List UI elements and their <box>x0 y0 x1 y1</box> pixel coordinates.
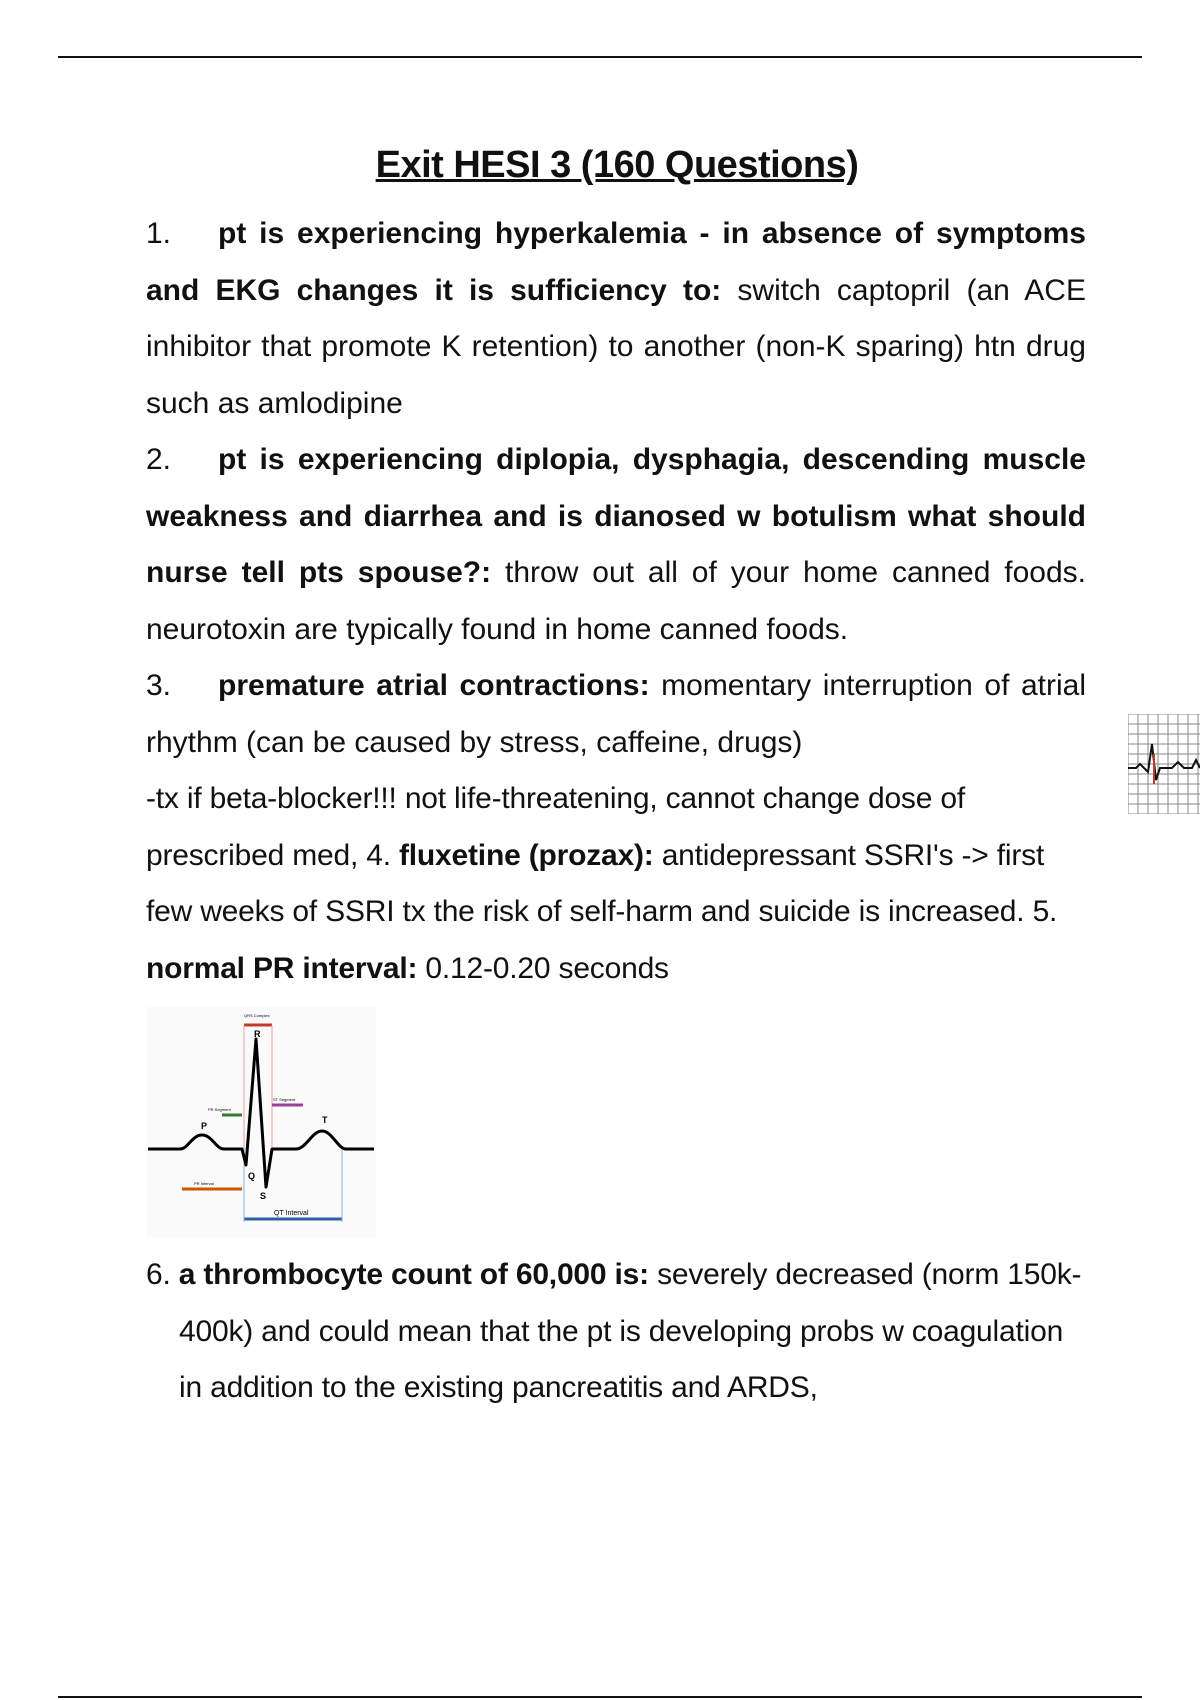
question-3 <box>146 658 1086 771</box>
ecg-strip-fragment <box>1128 714 1200 814</box>
ecg-label-p: P <box>201 1121 208 1131</box>
question-1 <box>146 206 1086 432</box>
ecg-label-t: T <box>322 1115 328 1125</box>
question-6-answer: severely decreased (norm 150k-400k) and could mean that the pt is developing probs w coagulation in addition to the existing pancreatitis and ARDS, <box>179 1258 1082 1404</box>
question-1-number: 1. <box>146 217 172 250</box>
ecg-label-q: Q <box>248 1171 256 1181</box>
ecg-label-qrs-complex: QRS Complex <box>244 1013 270 1018</box>
question-2-answer: throw out all of your home canned foods. neurotoxin are typically found in home canned foods. <box>146 556 1087 646</box>
ecg-label-pr-interval: PR Interval <box>194 1181 214 1186</box>
document-body <box>146 206 1086 1417</box>
ecg-label-st-segment: ST Segment <box>273 1097 296 1102</box>
question-6-number: 6. <box>146 1258 179 1291</box>
question-4-answer: antidepressant SSRI's -> first few weeks of SSRI tx the risk of self-harm and suicide is increased. 5. <box>146 838 1058 928</box>
document-title: Exit HESI 3 (160 Questions) <box>375 144 859 186</box>
beta-blocker-note: -tx if beta-blocker!!! not life-threatening, cannot change dose of prescribed med, 4. <box>146 782 965 872</box>
ecg-label-qt-interval: QT Interval <box>274 1210 309 1217</box>
question-3-answer: momentary interruption of atrial rhythm (can be caused by stress, caffeine, drugs) <box>146 669 1086 759</box>
question-2 <box>146 432 1086 658</box>
ecg-diagram <box>146 1007 376 1237</box>
ecg-strip-trace <box>1128 744 1200 780</box>
questions-4-5-paragraph <box>146 771 1086 997</box>
question-6-text: a thrombocyte count of 60,000 is: <box>178 1258 649 1291</box>
question-3-number: 3. <box>146 669 172 702</box>
question-6 <box>146 1247 1086 1417</box>
question-4-text: fluxetine (prozax): <box>399 838 654 872</box>
question-1-answer: switch captopril (an ACE inhibitor that promote K retention) to another (non-K sparing) htn drug such as amlodipine <box>146 273 1086 420</box>
question-5-answer: 0.12-0.20 seconds <box>417 951 669 985</box>
question-3-text: premature atrial contractions: <box>218 669 650 702</box>
ecg-label-pr-segment: PR Segment <box>208 1107 231 1112</box>
ecg-label-r: R <box>254 1029 261 1039</box>
ecg-label-s: S <box>260 1191 267 1201</box>
top-rule <box>58 56 1142 58</box>
question-2-number: 2. <box>146 443 172 476</box>
question-5-text: normal PR interval: <box>146 951 418 985</box>
question-1-text: pt is experiencing hyperkalemia - in absence of symptoms and EKG changes it is sufficiency to: <box>146 217 1086 307</box>
bottom-rule <box>58 1696 1142 1698</box>
question-2-text: pt is experiencing diplopia, dysphagia, descending muscle weakness and diarrhea and is dianosed w botulism what should nurse tell pts spouse?: <box>146 443 1086 589</box>
ecg-diagram-svg <box>146 1007 376 1237</box>
